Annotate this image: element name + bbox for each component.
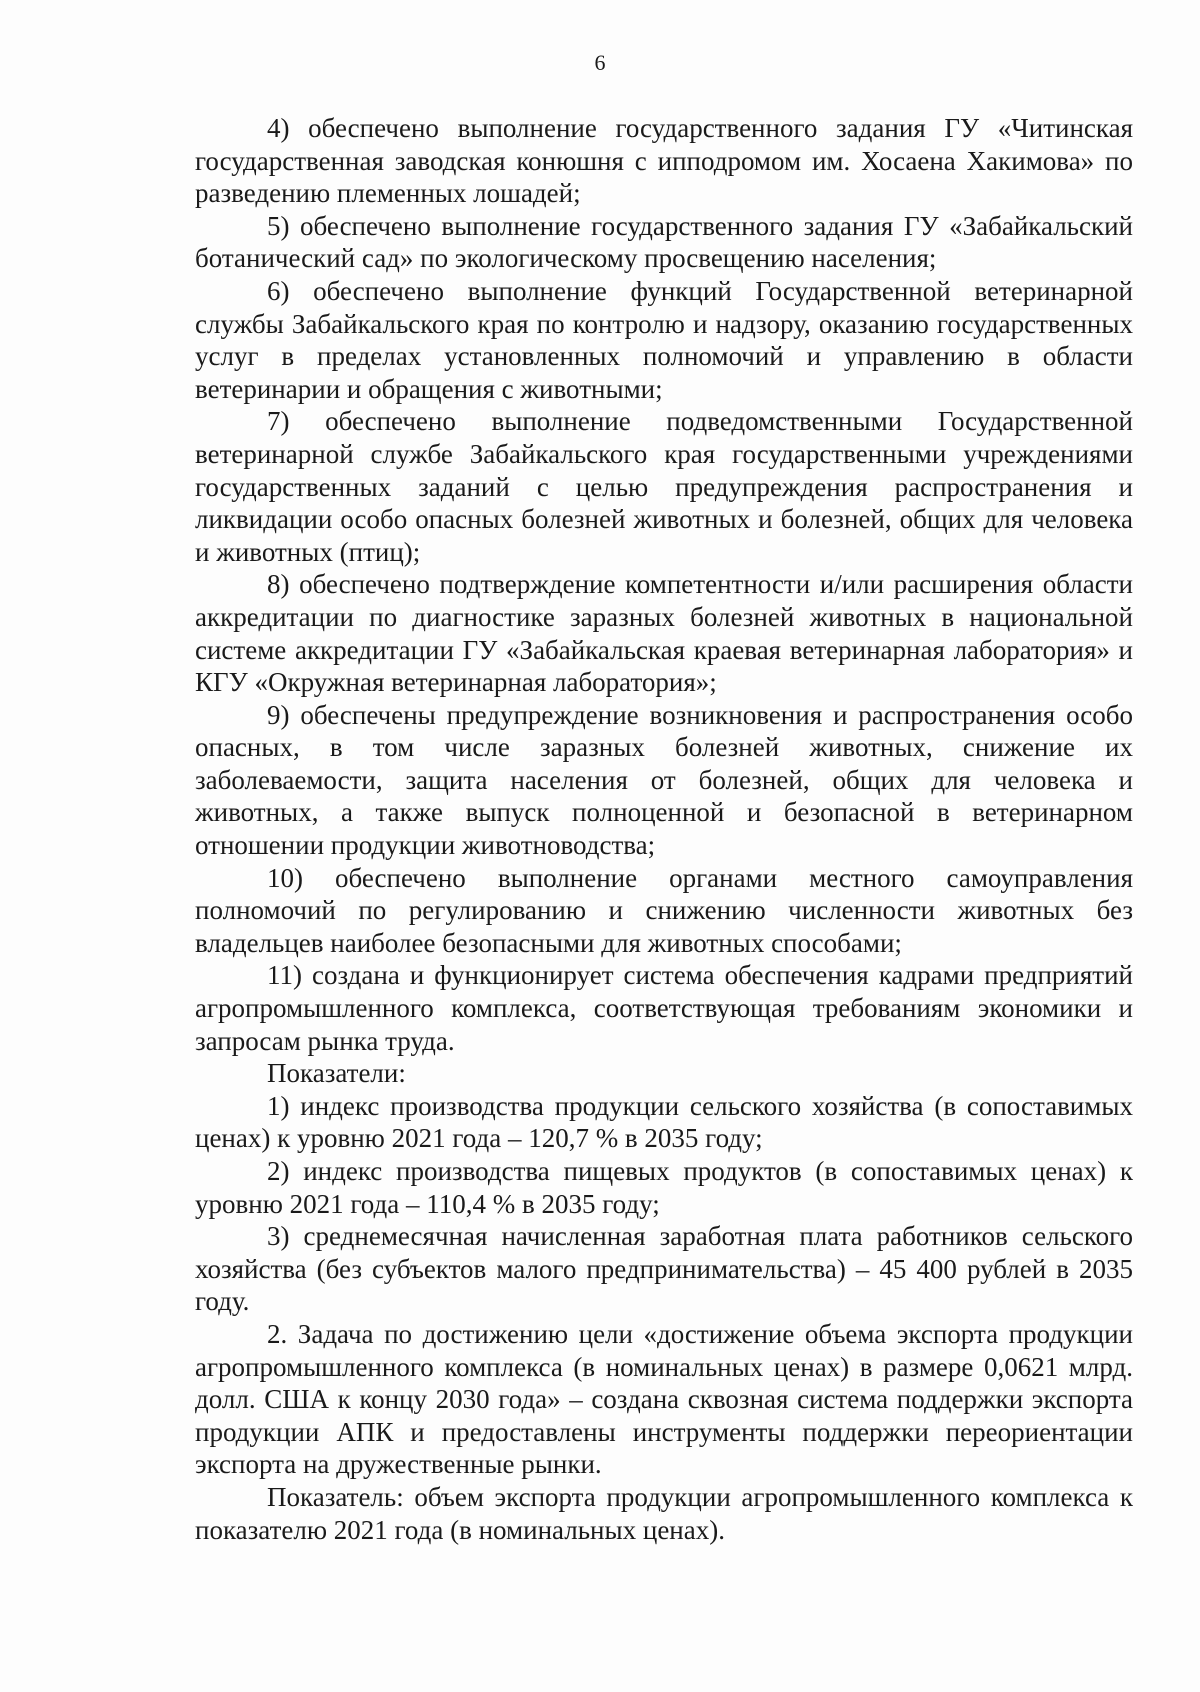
- paragraph-item-4: 4) обеспечено выполнение государственного задания ГУ «Читинская государственная заводская конюшня с ипподромом им. Хосаена Хакимова» по разведению племенных лошадей;: [195, 113, 1133, 209]
- task-2-paragraph: 2. Задача по достижению цели «достижение объема экспорта продукции агропромышленного комплекса (в номинальных ценах) в размере 0,0621 млрд. долл. США к концу 2030 года» – создана сквозная система поддержки экспорта продукции АПК и предоставлены инструменты поддержки переориентации экспорта на дружественные рынки.: [195, 1318, 1133, 1480]
- paragraph-item-11: 11) создана и функционирует система обеспечения кадрами предприятий агропромышленного комплекса, соответствующая требованиям экономики и запросам рынка труда.: [195, 960, 1133, 1056]
- indicator-export-paragraph: Показатель: объем экспорта продукции агропромышленного комплекса к показателю 2021 года (в номинальных ценах).: [195, 1481, 1133, 1545]
- paragraph-item-5: 5) обеспечено выполнение государственного задания ГУ «Забайкальский ботанический сад» по экологическому просвещению населения;: [195, 210, 1133, 274]
- indicator-item-2: 2) индекс производства пищевых продуктов (в сопоставимых ценах) к уровню 2021 года – 110,4 % в 2035 году;: [195, 1156, 1133, 1219]
- indicators-heading: Показатели:: [267, 1058, 406, 1089]
- paragraph-item-9: 9) обеспечены предупреждение возникновения и распространения особо опасных, в том числе заразных болезней животных, снижение их заболеваемости, защита населения от болезней, общих для человека и животных, а также выпуск полноценной и безопасной в ветеринарном отношении продукции животноводства;: [195, 699, 1133, 861]
- document-body: [195, 112, 1133, 1546]
- indicator-item-3: 3) среднемесячная начисленная заработная плата работников сельского хозяйства (без субъектов малого предпринимательства) – 45 400 рублей в 2035 году.: [195, 1221, 1133, 1317]
- paragraph-item-10: 10) обеспечено выполнение органами местного самоуправления полномочий по регулированию и снижению численности животных без владельцев наиболее безопасными для животных способами;: [195, 862, 1133, 958]
- paragraph-item-7: 7) обеспечено выполнение подведомственными Государственной ветеринарной службе Забайкальского края государственными учреждениями государственных заданий с целью предупреждения распространения и ликвидации особо опасных болезней животных и болезней, общих для человека и животных (птиц);: [195, 406, 1133, 567]
- paragraph-item-6: 6) обеспечено выполнение функций Государственной ветеринарной службы Забайкальского края по контролю и надзору, оказанию государственных услуг в пределах установленных полномочий и управлению в области ветеринарии и обращения с животными;: [195, 275, 1133, 404]
- paragraph-item-8: 8) обеспечено подтверждение компетентности и/или расширения области аккредитации по диагностике заразных болезней животных в национальной системе аккредитации ГУ «Забайкальская краевая ветеринарная лаборатория» и КГУ «Окружная ветеринарная лаборатория»;: [195, 569, 1133, 698]
- indicator-item-1: 1) индекс производства продукции сельского хозяйства (в сопоставимых ценах) к уровню 2021 года – 120,7 % в 2035 году;: [195, 1090, 1133, 1154]
- page-number: 6: [594, 50, 606, 75]
